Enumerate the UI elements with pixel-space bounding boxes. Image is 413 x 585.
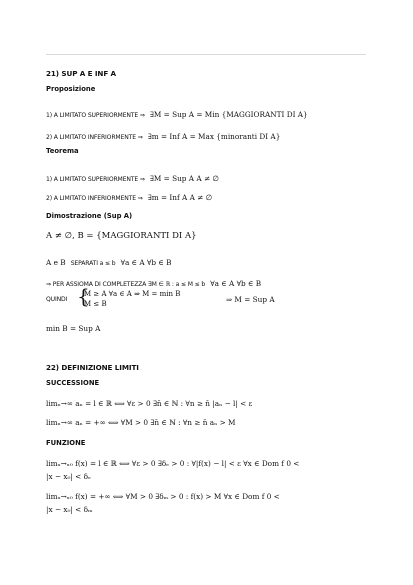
demonstration-3-formula: ∀a ∈ A ∀b ∈ B [210, 279, 262, 288]
proposition-line-2 [46, 124, 280, 143]
demonstration-2-formula-b: ∀a ∈ A ∀b ∈ B [120, 258, 172, 267]
cases-block [84, 289, 180, 309]
proposition-1-text: 1) A LIMITATO SUPERIORMENTE ⇒ [46, 112, 145, 119]
demonstration-line-1: A ≠ ∅, B = {MAGGIORANTI DI A} [46, 231, 197, 241]
theorem-2-formula: ∃m = Inf A A ≠ ∅ [147, 193, 212, 202]
theorem-1-formula: ∃M = Sup A A ≠ ∅ [149, 174, 219, 183]
function-heading: FUNZIONE [46, 439, 86, 447]
demonstration-conclusion: min B = Sup A [46, 324, 101, 333]
case-2: M ≤ B [84, 300, 107, 308]
demonstration-3-text: ⇒ PER ASSIOMA DI COMPLETEZZA ∃M ∈ ℝ : a ≤ M ≤ b [46, 281, 206, 288]
succession-definition-2: limₙ→∞ aₙ = +∞ ⟺ ∀M > 0 ∃n̄ ∈ ℕ : ∀n ≥ n̄ aₙ > M [46, 418, 236, 427]
theorem-2-text: 2) A LIMITATO INFERIORMENTE ⇒ [46, 195, 143, 202]
top-divider [46, 54, 366, 55]
proposition-line-1 [46, 102, 308, 121]
proposition-2-formula: ∃m = Inf A = Max {minoranti DI A} [147, 132, 281, 141]
succession-heading: SUCCESSIONE [46, 379, 100, 387]
quindi-result: ⇒ M = Sup A [226, 295, 275, 304]
function-definition-2: limₓ→ₓ₀ f(x) = +∞ ⟺ ∀M > 0 ∃δₘ > 0 : f(x) > M ∀x ∈ Dom f 0 < [46, 492, 280, 501]
succession-definition-1: limₙ→∞ aₙ = l ∈ ℝ ⟺ ∀ε > 0 ∃n̄ ∈ ℕ : ∀n ≥ n̄ |aₙ − l| < ε [46, 399, 253, 408]
section-title-limits: 22) DEFINIZIONE LIMITI [46, 363, 139, 372]
proposition-heading: Proposizione [46, 85, 96, 93]
theorem-1-text: 1) A LIMITATO SUPERIORMENTE ⇒ [46, 176, 145, 183]
section-title-sup-inf: 21) SUP A E INF A [46, 69, 117, 78]
theorem-heading: Teorema [46, 147, 79, 155]
function-definition-1-cont: |x − x₀| < δₑ [46, 472, 91, 481]
demonstration-heading: Dimostrazione (Sup A) [46, 212, 133, 220]
cases-brace: { [77, 284, 90, 308]
proposition-2-text: 2) A LIMITATO INFERIORMENTE ⇒ [46, 134, 143, 141]
case-1: M ≥ A ∀a ∈ A ⇒ M = min B [84, 290, 181, 298]
quindi-label: QUINDI [46, 296, 68, 303]
demonstration-line-2 [46, 250, 171, 269]
theorem-line-2 [46, 185, 212, 204]
demonstration-2-text: SEPARATI a ≤ b [70, 260, 116, 267]
theorem-line-1 [46, 166, 219, 185]
function-definition-2-cont: |x − x₀| < δₘ [46, 505, 93, 514]
demonstration-2-formula-a: A e B [46, 258, 66, 267]
proposition-1-formula: ∃M = Sup A = Min {MAGGIORANTI DI A} [149, 110, 308, 119]
function-definition-1: limₓ→ₓ₀ f(x) = l ∈ ℝ ⟺ ∀ε > 0 ∃δₑ > 0 : ∀|f(x) − l| < ε ∀x ∈ Dom f 0 < [46, 459, 300, 468]
